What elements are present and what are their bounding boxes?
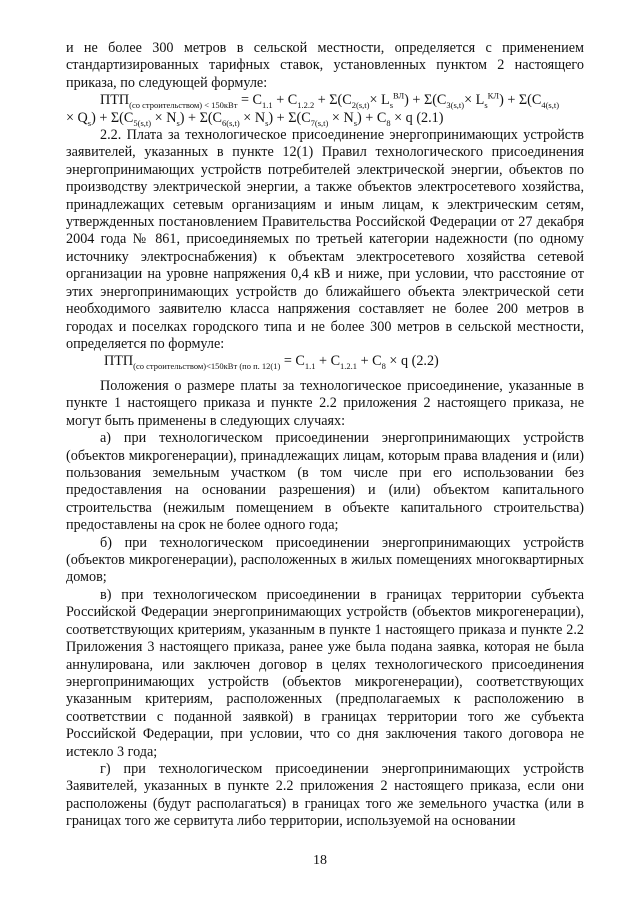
paragraph-intro: и не более 300 метров в сельской местности, определяется с применением стандартизированных тарифных ставок, установленных пунктом 2 настоящего приказа, по следующей формуле: bbox=[66, 40, 584, 91]
page-number: 18 bbox=[313, 853, 327, 868]
formula-subscript: 1.2.1 bbox=[340, 361, 358, 372]
formula-term: × N bbox=[239, 109, 266, 126]
formula-2-2 bbox=[66, 353, 584, 370]
paragraph-positions: Положения о размере платы за технологическое присоединение, указанные в пункте 1 настоящего приказа и пункте 2.2 приложения 2 настоящего приказа, не могут быть применены в следующих случаях: bbox=[66, 378, 584, 429]
formula-term: ) + Σ(С bbox=[91, 109, 134, 126]
formula-subscript: (со строительством)<150кВт (по п. 12(1) bbox=[133, 361, 281, 372]
list-item-b: б) при технологическом присоединении энергопринимающих устройств (объектов микрогенерации), расположенных в жилых помещениях многоквартирных домов; bbox=[66, 534, 584, 586]
formula-term: × q (2.2) bbox=[385, 353, 439, 370]
formula-term: × N bbox=[328, 109, 354, 126]
formula-term: × N bbox=[151, 109, 177, 126]
formula-term: × L bbox=[369, 92, 390, 109]
formula-symbol: ПТП bbox=[100, 92, 130, 109]
formula-term: = С bbox=[237, 92, 263, 109]
list-item-v: в) при технологическом присоединении в границах территории субъекта Российской Федерации энергопринимающих устройств (объектов микрогенерации), соответствующих критериям, указанным в пункте 1 настоящего приказа и пункте 2.2 Приложения 3 настоящего приказа, ранее уже была подана заявка, которая не была аннулирована, или заключен договор в целях технологического присоединения энергопринимающих устройств (объектов микрогенерации), соответствующих указанным критериям, расположенных (предполагаемых к расположению в соответствии с поданной заявкой) в границах территории того же субъекта Российской Федерации, при условии, что со дня заключения такого договора не истекло 3 года; bbox=[66, 586, 584, 760]
formula-subscript: 8 bbox=[386, 117, 391, 128]
formula-term: = С bbox=[280, 353, 305, 370]
formula-superscript: КЛ bbox=[487, 90, 500, 101]
formula-term: × Q bbox=[66, 109, 88, 126]
formula-subscript: 2(s,t) bbox=[351, 100, 370, 111]
formula-term: ) + Σ(С bbox=[179, 109, 223, 126]
formula-term: ) + Σ(С bbox=[404, 92, 447, 109]
formula-subscript: s bbox=[265, 117, 269, 128]
formula-term: × L bbox=[464, 92, 485, 109]
formula-subscript: (со строительством) < 150кВт bbox=[129, 100, 238, 111]
formula-term: × q (2.1) bbox=[390, 109, 444, 126]
formula-symbol: ПТП bbox=[104, 353, 134, 370]
formula-subscript: s bbox=[87, 117, 92, 128]
text-top bbox=[66, 40, 584, 371]
formula-subscript: 1.2.2 bbox=[297, 100, 315, 111]
formula-term: + С bbox=[315, 353, 341, 370]
formula-term: ) + С bbox=[357, 109, 387, 126]
formula-2-1-line-2 bbox=[66, 110, 584, 127]
formula-subscript: 1.1 bbox=[262, 100, 273, 111]
formula-subscript: 4(s,t) bbox=[541, 100, 560, 111]
formula-subscript: 6(s,t) bbox=[222, 117, 240, 128]
formula-term: + С bbox=[272, 92, 298, 109]
list-item-g: г) при технологическом присоединении энергопринимающих устройств Заявителей, указанных в пункте 2.2 приложения 2 настоящего приказа, если они расположены (будут располагаться) в границах того же земельного участка (или в границах того же сервитута либо территории, используемой на основании bbox=[66, 760, 584, 830]
paragraph-2-2: 2.2. Плата за технологическое присоединение энергопринимающих устройств заявителей, указанных в пункте 12(1) Правил технологического присоединения энергопринимающих устройств потребителей электрической энергии, объектов по производству электрической энергии, а также объектов электросетевого хозяйства, принадлежащих сетевым организациям и иным лицам, к электрическим сетям, утвержденных постановлением Правительства Российской Федерации от 27 декабря 2004 года № 861, присоединяемых по третьей категории надежности (по одному источнику электроснабжения) к объектам электросетевого хозяйства сетевой организации на уровне напряжения 0,4 кВ и ниже, при условии, что расстояние от этих энергопринимающих устройств до ближайшего объекта электрической сети необходимого заявителю класса напряжения составляет не более 200 метров в городах и поселках городского типа и не более 300 метров в сельской местности, определяется по формуле: bbox=[66, 127, 584, 352]
formula-term: + Σ(С bbox=[314, 92, 352, 109]
formula-subscript: s bbox=[176, 117, 180, 128]
formula-subscript: 8 bbox=[381, 361, 386, 372]
formula-2-1-line-1 bbox=[66, 92, 584, 109]
text-bottom bbox=[66, 378, 584, 831]
formula-subscript: 3(s,t) bbox=[446, 100, 465, 111]
formula-subscript: s bbox=[484, 100, 488, 111]
list-item-a: а) при технологическом присоединении энергопринимающих устройств (объектов микрогенерации), принадлежащих лицам, которым права владения и (или) пользования земельным участком (в том числе при его использовании без предоставления на основании разрешения) и (или) объектом капитального строительства (нежилым помещением в объекте капитального строительства) предоставлены на срок не более одного года; bbox=[66, 430, 584, 534]
formula-subscript: 1.1 bbox=[304, 361, 316, 372]
formula-subscript: 7(s,t) bbox=[310, 117, 329, 128]
formula-term: ) + Σ(С bbox=[268, 109, 311, 126]
formula-term: ) + Σ(С bbox=[499, 92, 542, 109]
formula-term: + С bbox=[357, 353, 382, 370]
formula-subscript: s bbox=[389, 100, 393, 111]
formula-subscript: s bbox=[353, 117, 358, 128]
formula-subscript: 5(s,t) bbox=[133, 117, 152, 128]
formula-superscript: ВЛ bbox=[393, 90, 405, 101]
